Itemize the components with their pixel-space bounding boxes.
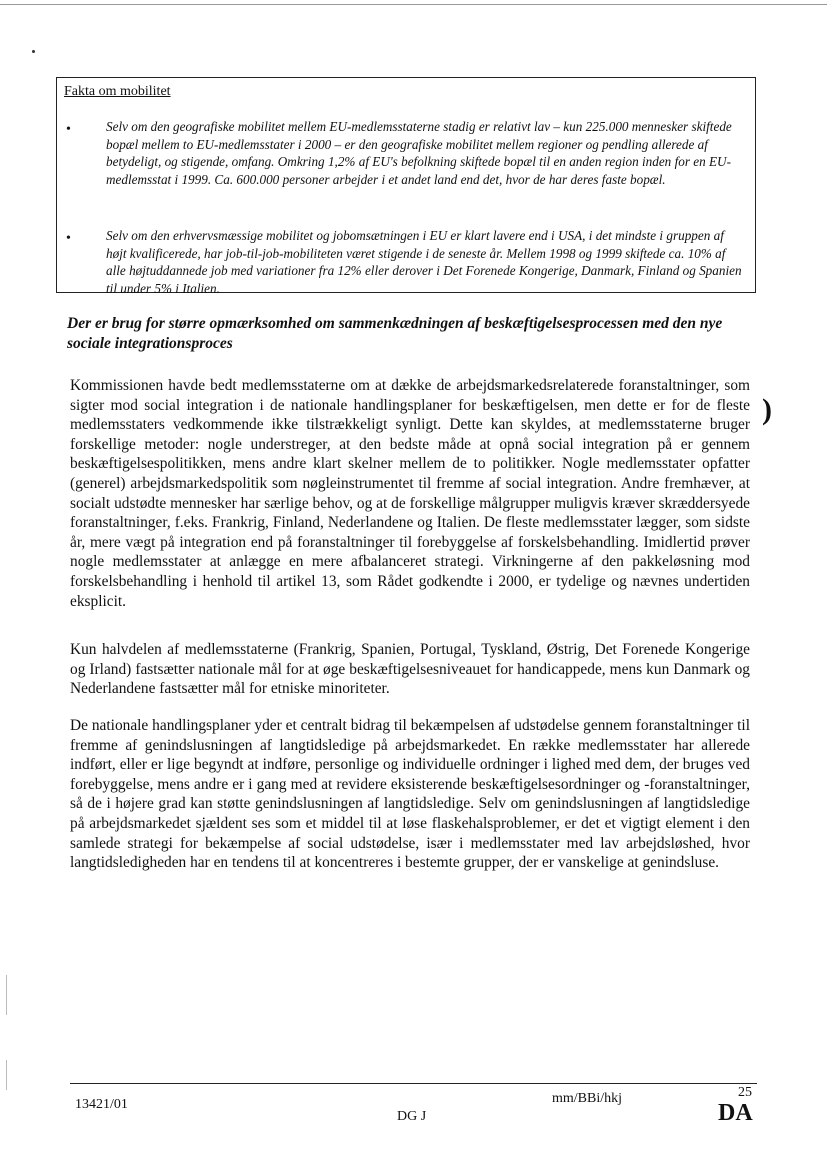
scan-margin-mark bbox=[6, 1060, 7, 1090]
fact-box-title: Fakta om mobilitet bbox=[64, 84, 171, 99]
bullet-marker: • bbox=[66, 231, 71, 246]
document-number: 13421/01 bbox=[75, 1097, 128, 1112]
body-paragraph: Kun halvdelen af medlemsstaterne (Frankrig, Spanien, Portugal, Tyskland, Østrig, Det Forenede Kongerige og Irland) fastsætter nationale mål for at øge beskæftigelsesniveauet for handicappede, mens kun Danmark og Nederlandene fastsætter mål for etniske minoriteter. bbox=[70, 641, 750, 698]
fact-bullet-text: Selv om den geografiske mobilitet mellem EU-medlemsstaterne stadig er relativt lav – kun 225.000 mennesker skiftede bopæl mellem to EU-medlemsstater i 2000 – er den geografiske mobilitet mellem regioner og pendling allerede af betydeligt, og stigende, omfang. Omkring 1,2% af EU's befolkning skiftede bopæl til en anden region inden for en EU-medlemsstat i 1999. Ca. 600.000 personer arbejder i et andet land end det, hvor de har deres faste bopæl. bbox=[106, 119, 732, 187]
page-number: 25 bbox=[738, 1085, 752, 1100]
body-paragraph: Kommissionen havde bedt medlemsstaterne om at dække de arbejdsmarkedsrelaterede foranstaltninger, som sigter mod social integration i de nationale handlingsplaner for beskæftigelsen, men dette er for de fleste medlemsstaters vedkommende ikke tilstrækkeligt synligt. Dette kan skyldes, at medlemsstaterne bruger forskellige metoder: nogle understreger, at den bedste måde at opnå social integration på er gennem beskæftigelsespolitikken, mens andre klart skelner mellem de to politikker. Nogle medlemsstater opfatter (generel) arbejdsmarkedspolitik som nøgleinstrumentet til fremme af social integration. Andre fremhæver, at socialt udstødte mennesker har særlige behov, og at de forskellige målgrupper muligvis kræver skræddersyede foranstaltninger, f.eks. Frankrig, Finland, Nederlandene og Italien. De fleste medlemsstater lægger, som sidste år, mere vægt på integration end på foranstaltninger til forebyggelse af forskelsbehandling. Imidlertid prøver nogle medlemsstater at anlægge en mere afbalanceret strategi. Virkningerne af den pakkeløsning mod forskelsbehandling i henhold til artikel 13, som Rådet godkendte i 2000, er tydelige og nævnes undertiden eksplicit. bbox=[70, 377, 750, 610]
fact-bullet-text: Selv om den erhvervsmæssige mobilitet og jobomsætningen i EU er klart lavere end i USA, i det mindste i gruppen af højt kvalificerede, har job-til-job-mobiliteten været stigende i de seneste år. Mellem 1998 og 1999 skiftede ca. 10% af alle højtuddannede job med variationer fra 12% eller derover i Det Forenede Kongerige, Danmark, Finland og Spanien til under 5% i Italien. bbox=[106, 228, 742, 296]
body-paragraph: De nationale handlingsplaner yder et centralt bidrag til bekæmpelsen af udstødelse gennem foranstaltninger til fremme af genindslusningen af langtidsledige på arbejdsmarkedet. En række medlemsstater har allerede indført, eller er lige begyndt at indføre, personlige og individuelle ordninger i lighed med dem, der bruges ved forebyggelse, mens andre er i gang med at revidere eksisterende beskæftigelsesordninger og -foranstaltninger, så de i højere grad kan støtte genindslusningen af langtidsledige. Selv om genindslusningen af langtidsledige på arbejdsmarkedet sjældent ses som et middel til at løse flaskehalsproblemer, er det et vigtigt element i den samlede strategi for bekæmpelse af social udstødelse, især i medlemsstater med lav arbejdsløshed, hvor langtidsledigheden har en tendens til at koncentreres i bestemte grupper, der er vanskelige at genindsluse. bbox=[70, 717, 750, 872]
scan-edge-mark: ) bbox=[762, 393, 772, 426]
scan-speck bbox=[32, 50, 35, 53]
bullet-marker: • bbox=[66, 122, 71, 137]
language-code: DA bbox=[718, 1100, 753, 1126]
scan-margin-mark bbox=[6, 975, 7, 1015]
directorate-label: DG J bbox=[397, 1109, 427, 1124]
section-heading: Der er brug for større opmærksomhed om sammenkædningen af beskæftigelsesprocessen med den nye sociale integrationsproces bbox=[67, 315, 723, 352]
author-initials: mm/BBi/hkj bbox=[552, 1091, 623, 1106]
scan-top-edge bbox=[0, 4, 827, 5]
footer-rule bbox=[70, 1083, 757, 1084]
